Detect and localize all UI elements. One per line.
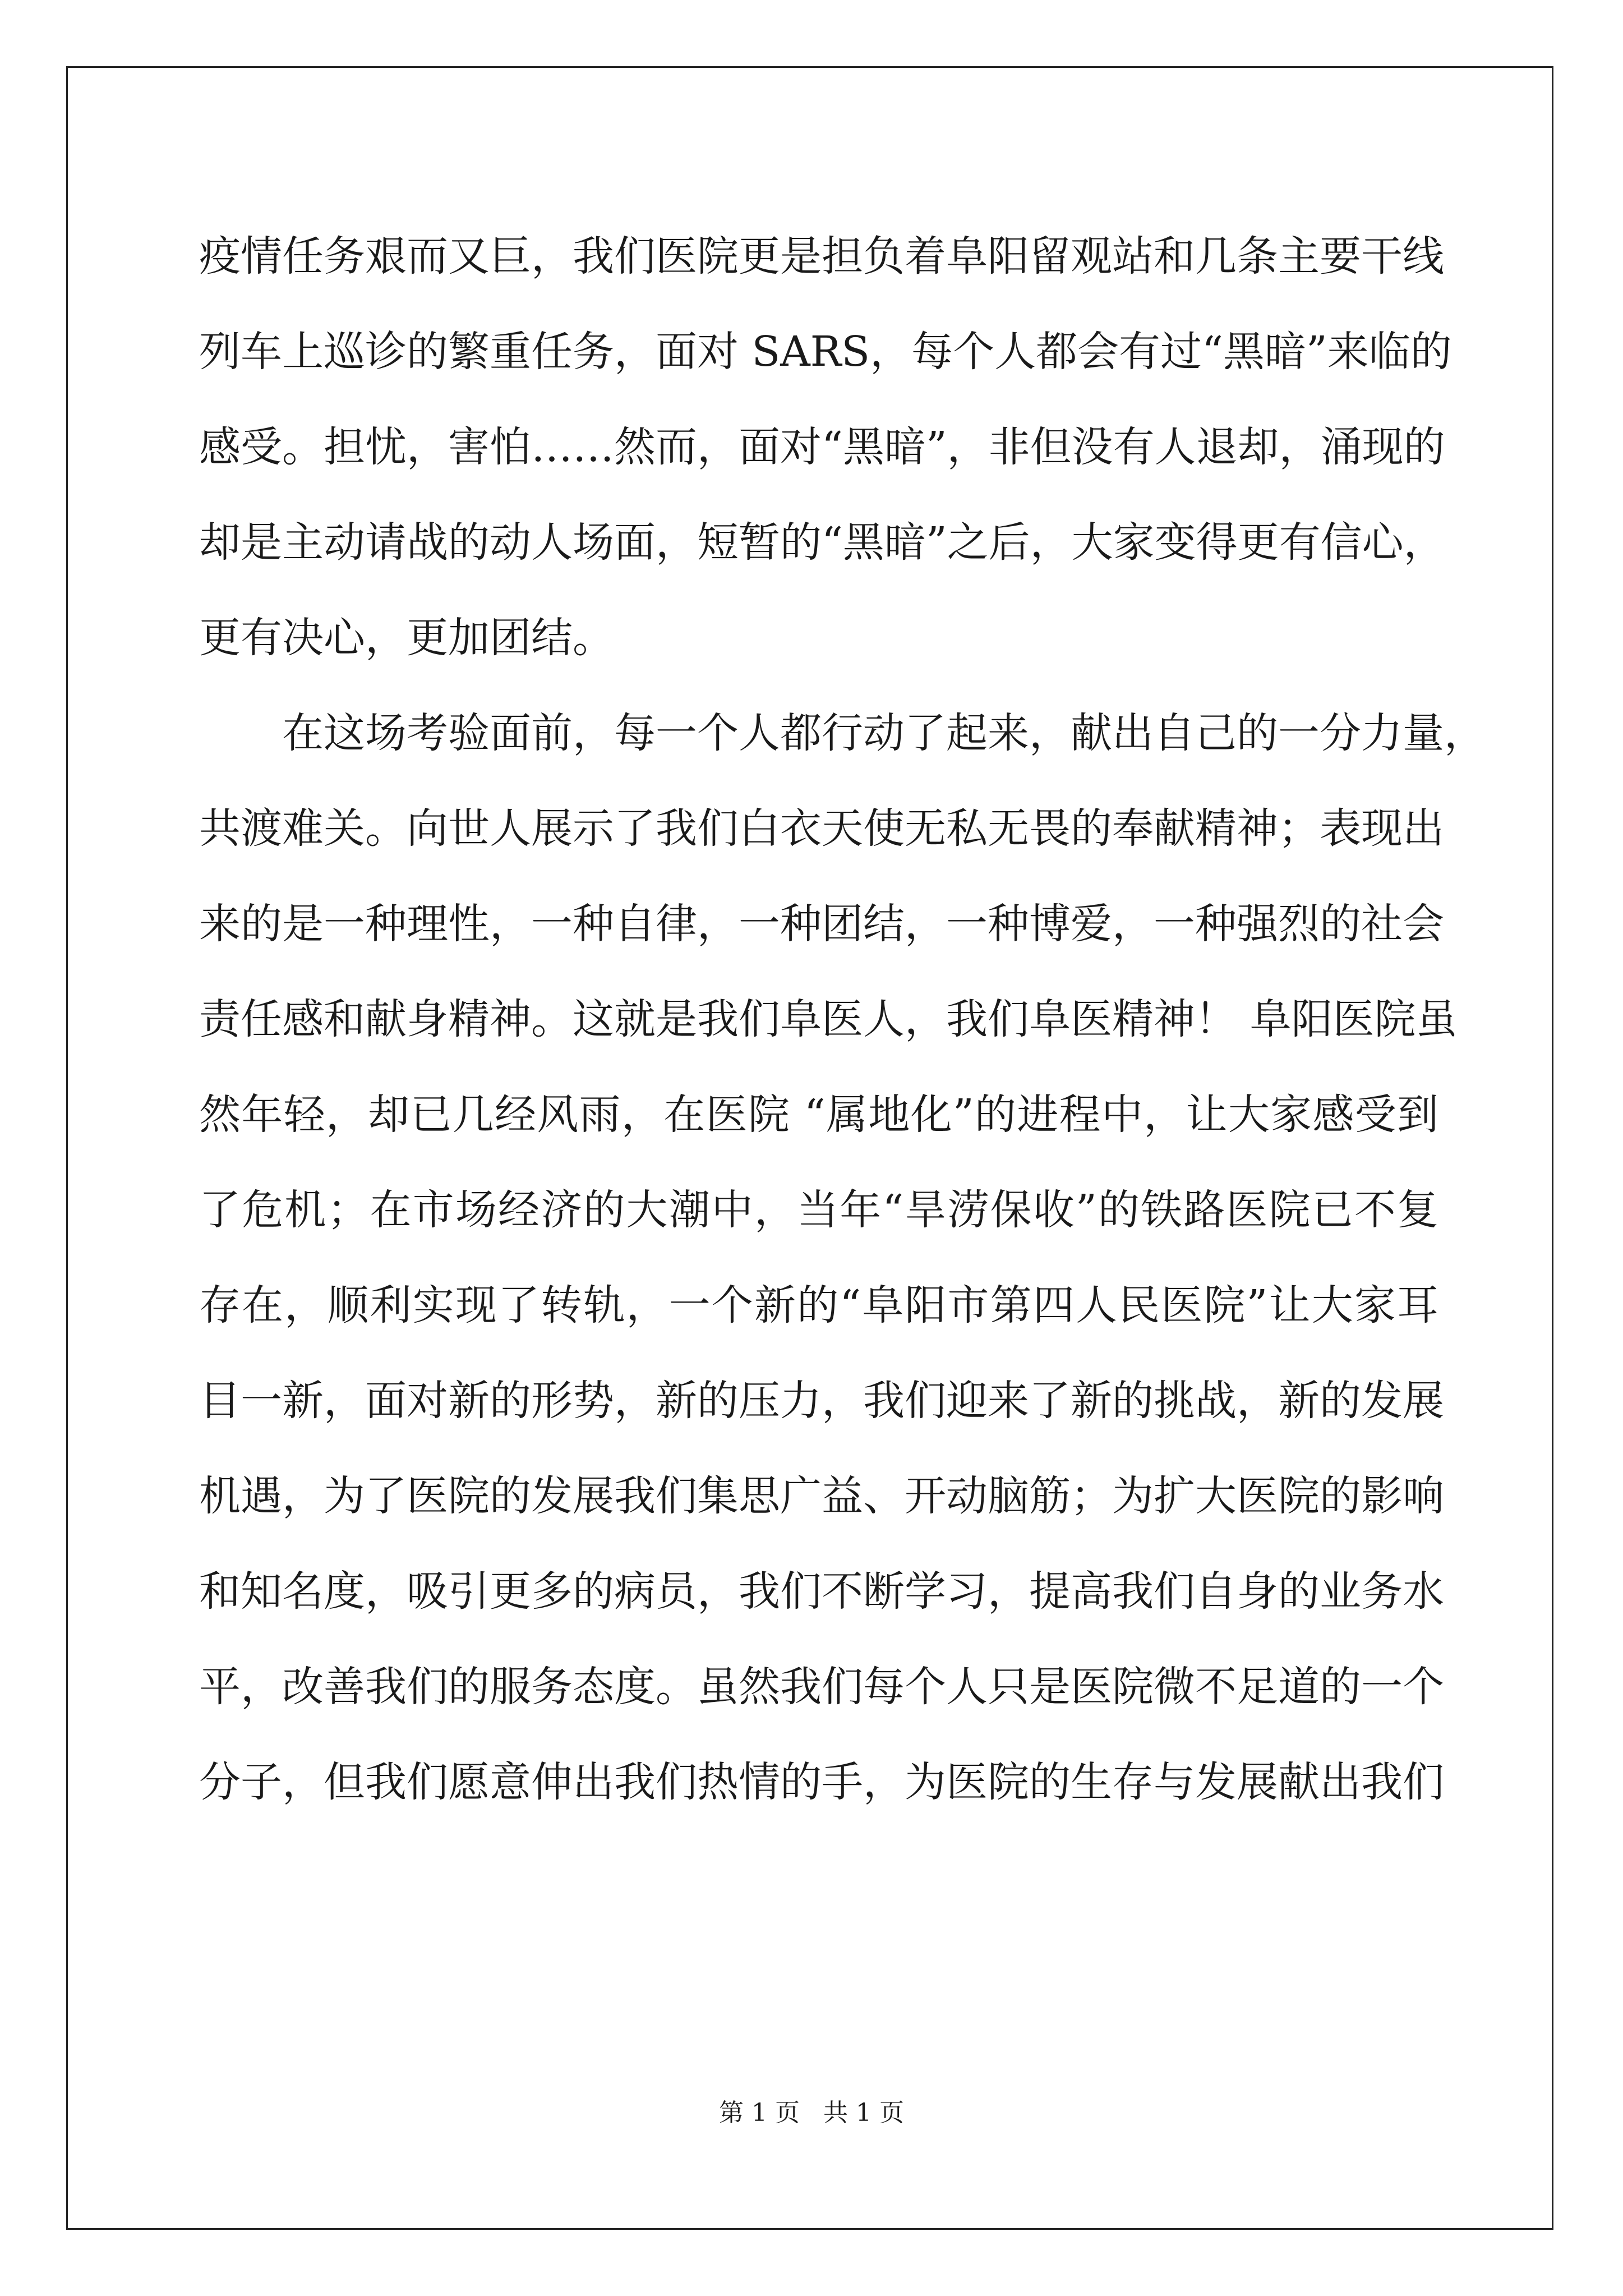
text-line: 平，改善我们的服务态度。虽然我们每个人只是医院微不足道的一个 xyxy=(199,1663,1444,1711)
text-line: 分子，但我们愿意伸出我们热情的手，为医院的生存与发展献出我们 xyxy=(199,1758,1444,1806)
text-line: 共渡难关。向世人展示了我们白衣天使无私无畏的奉献精神；表现出 xyxy=(199,804,1444,853)
text-line: 感受。担忧，害怕……然而，面对“黑暗”，非但没有人退却，涌现的 xyxy=(199,423,1445,471)
text-line: 存在，顺利实现了转轨，一个新的“阜阳市第四人民医院”让大家耳 xyxy=(199,1281,1438,1329)
paragraph-first-line: 在这场考验面前，每一个人都行动了起来，献出自己的一分力量， xyxy=(282,709,1486,757)
page-number: 第 1 页 xyxy=(719,2099,800,2127)
text-line: 来的是一种理性，一种自律，一种团结，一种博爱，一种强烈的社会 xyxy=(199,900,1444,948)
text-line: 机遇，为了医院的发展我们集思广益、开动脑筋；为扩大医院的影响 xyxy=(199,1472,1444,1520)
document-body xyxy=(199,209,1486,1830)
text-line: 和知名度，吸引更多的病员，我们不断学习，提高我们自身的业务水 xyxy=(199,1567,1444,1616)
text-line: 疫情任务艰而又巨，我们医院更是担负着阜阳留观站和几条主要干线 xyxy=(199,232,1444,280)
text-line: 目一新，面对新的形势，新的压力，我们迎来了新的挑战，新的发展 xyxy=(199,1377,1444,1425)
page-total: 共 1 页 xyxy=(823,2099,904,2127)
page-footer xyxy=(0,2092,1623,2128)
text-line: 列车上巡诊的繁重任务，面对 SARS，每个人都会有过“黑暗”来临的 xyxy=(199,328,1452,376)
text-line: 却是主动请战的动人场面，短暂的“黑暗”之后，大家变得更有信心， xyxy=(199,518,1445,567)
text-line: 然年轻，却已几经风雨，在医院 “属地化”的进程中，让大家感受到 xyxy=(199,1091,1438,1139)
text-line: 了危机；在市场经济的大潮中，当年“旱涝保收”的铁路医院已不复 xyxy=(199,1186,1438,1234)
text-line: 更有决心，更加团结。 xyxy=(199,614,614,662)
text-line: 责任感和献身精神。这就是我们阜医人，我们阜医精神！ 阜阳医院虽 xyxy=(199,995,1458,1043)
